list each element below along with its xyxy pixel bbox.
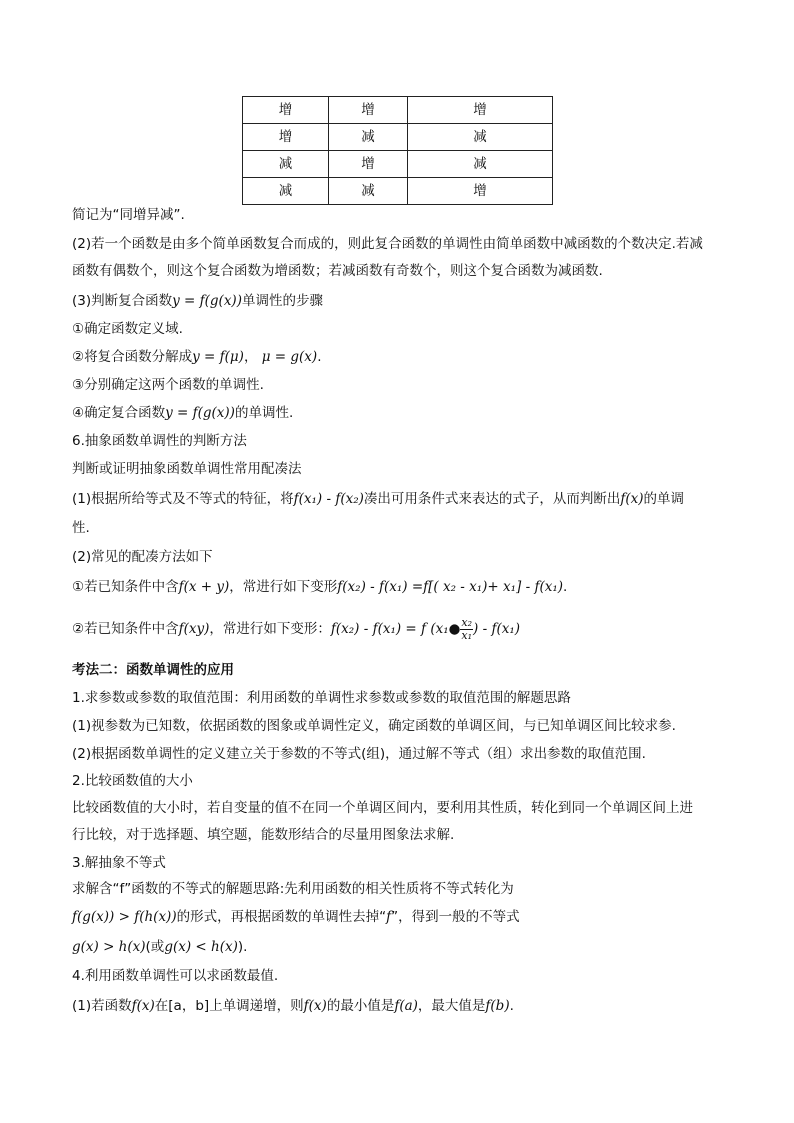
text-span: (或 [145, 939, 165, 955]
text-span: 在[a，b]上单调递增，则 [154, 998, 304, 1014]
math-expression: f(x) [131, 998, 155, 1014]
math-expression: f(xy) [178, 621, 210, 637]
table-row [243, 97, 553, 124]
fraction [460, 617, 473, 642]
paragraph-line [72, 577, 567, 597]
table-cell: 减 [329, 178, 408, 205]
text-span: ，最大值是 [417, 998, 486, 1014]
table-cell: 减 [243, 151, 329, 178]
table-row [243, 124, 553, 151]
math-expression: f(x) [620, 491, 644, 507]
table-cell: 增 [408, 178, 553, 205]
table-row [243, 151, 553, 178]
text-span: . [563, 579, 568, 595]
math-expression: g(x) > h(x) [72, 939, 146, 955]
table-cell: 增 [408, 97, 553, 124]
math-expression: f [386, 909, 392, 925]
paragraph-line: (2)常见的配凑方法如下 [72, 549, 213, 565]
text-span: ②若已知条件中含 [72, 621, 179, 637]
table-cell: 减 [408, 124, 553, 151]
section-heading: 6.抽象函数单调性的判断方法 [72, 433, 247, 449]
text-span: ④确定复合函数 [72, 405, 166, 421]
text-span: ). [237, 939, 248, 955]
math-expression: y = f(g(x)) [172, 293, 242, 309]
text-span: 的最小值是 [326, 998, 395, 1014]
paragraph-line [72, 907, 520, 927]
text-span: . [509, 998, 514, 1014]
fraction-numerator: x₂ [461, 615, 473, 629]
math-expression: f(g(x)) > f(h(x)) [72, 909, 177, 925]
paragraph-line [72, 291, 323, 311]
text-span: ，常进行如下变形： [209, 621, 331, 637]
text-span: ①若已知条件中含 [72, 579, 179, 595]
paragraph-line [72, 937, 247, 957]
text-span: (1)根据所给等式及不等式的特征，将 [72, 491, 294, 507]
math-expression: f(b) [485, 998, 510, 1014]
math-expression: f(x₁) - f(x₂) [293, 491, 364, 507]
paragraph-line [72, 403, 293, 423]
paragraph-line: (1)视参数为已知数，依据函数的图象或单调性定义，确定函数的单调区间，与已知单调区间比较求参. [72, 718, 676, 734]
text-span: . [317, 349, 322, 365]
section-heading: 考法二：函数单调性的应用 [72, 662, 234, 678]
math-expression: f(x₂) - f(x₁) =f[( x₂ - x₁)+ x₁] - f(x₁) [337, 579, 564, 595]
math-expression: y = f(g(x)) [165, 405, 235, 421]
paragraph-line: ③分别确定这两个函数的单调性. [72, 377, 264, 393]
section-heading: 2.比较函数值的大小 [72, 773, 193, 789]
fraction-denominator: x₁ [461, 628, 473, 642]
table-row [243, 178, 553, 205]
paragraph-line: 函数有偶数个，则这个复合函数为增函数；若减函数有奇数个，则这个复合函数为减函数. [72, 263, 603, 279]
paragraph-line: 性. [72, 520, 90, 536]
composite-monotonicity-table [242, 96, 553, 205]
math-expression: f(x₂) - f(x₁) = f (x₁ [330, 621, 449, 637]
table-cell: 增 [329, 97, 408, 124]
text-span: 的单调 [643, 491, 685, 507]
paragraph-line: (2)若一个函数是由多个简单函数复合而成的，则此复合函数的单调性由简单函数中减函数的个数决定.若减 [72, 236, 703, 252]
text-span: ，常进行如下变形 [229, 579, 338, 595]
paragraph-line [72, 489, 684, 509]
paragraph-line: ①确定函数定义域. [72, 321, 183, 337]
table-cell: 减 [329, 124, 408, 151]
text-span: 的单调性. [234, 405, 294, 421]
text-span: ， [243, 349, 258, 365]
paragraph-line: 1.求参数或参数的取值范围：利用函数的单调性求参数或参数的取值范围的解题思路 [72, 690, 571, 706]
math-expression: ) - f(x₁) [473, 621, 520, 637]
paragraph-line: 求解含“f”函数的不等式的解题思路:先利用函数的相关性质将不等式转化为 [72, 881, 514, 897]
text-span: 凑出可用条件式来表达的式子，从而判断出 [363, 491, 621, 507]
text-span: ”，得到一般的不等式 [391, 909, 520, 925]
paragraph-line [72, 996, 514, 1016]
paragraph-line: 行比较，对于选择题、填空题，能数形结合的尽量用图象法求解. [72, 827, 455, 843]
paragraph-line: 简记为“同增异减”. [72, 207, 185, 223]
text-span: ②将复合函数分解成 [72, 349, 193, 365]
text-span: (3)判断复合函数 [72, 293, 173, 309]
paragraph-line: (2)根据函数单调性的定义建立关于参数的不等式(组)，通过解不等式（组）求出参数的取值范围. [72, 746, 646, 762]
section-heading: 4.利用函数单调性可以求函数最值. [72, 968, 279, 984]
table-cell: 增 [243, 97, 329, 124]
paragraph-line: 判断或证明抽象函数单调性常用配凑法 [72, 461, 302, 477]
math-expression: f(x + y) [178, 579, 230, 595]
paragraph-line: 比较函数值的大小时，若自变量的值不在同一个单调区间内，要利用其性质，转化到同一个单调区间上进 [72, 800, 693, 816]
math-expression: f(x) [303, 998, 327, 1014]
bullet-dot: ● [448, 621, 461, 637]
text-span: (1)若函数 [72, 998, 132, 1014]
table-cell: 增 [329, 151, 408, 178]
paragraph-line [72, 347, 322, 367]
section-heading: 3.解抽象不等式 [72, 855, 166, 871]
math-expression: g(x) < h(x) [164, 939, 238, 955]
text-span: 的形式，再根据函数的单调性去掉“ [176, 909, 387, 925]
math-expression: μ = g(x) [261, 349, 318, 365]
math-expression: f(a) [394, 998, 418, 1014]
math-expression: y = f(μ) [192, 349, 244, 365]
table-cell: 减 [408, 151, 553, 178]
table-cell: 增 [243, 124, 329, 151]
table-cell: 减 [243, 178, 329, 205]
paragraph-line [72, 614, 520, 644]
text-span: 单调性的步骤 [241, 293, 323, 309]
